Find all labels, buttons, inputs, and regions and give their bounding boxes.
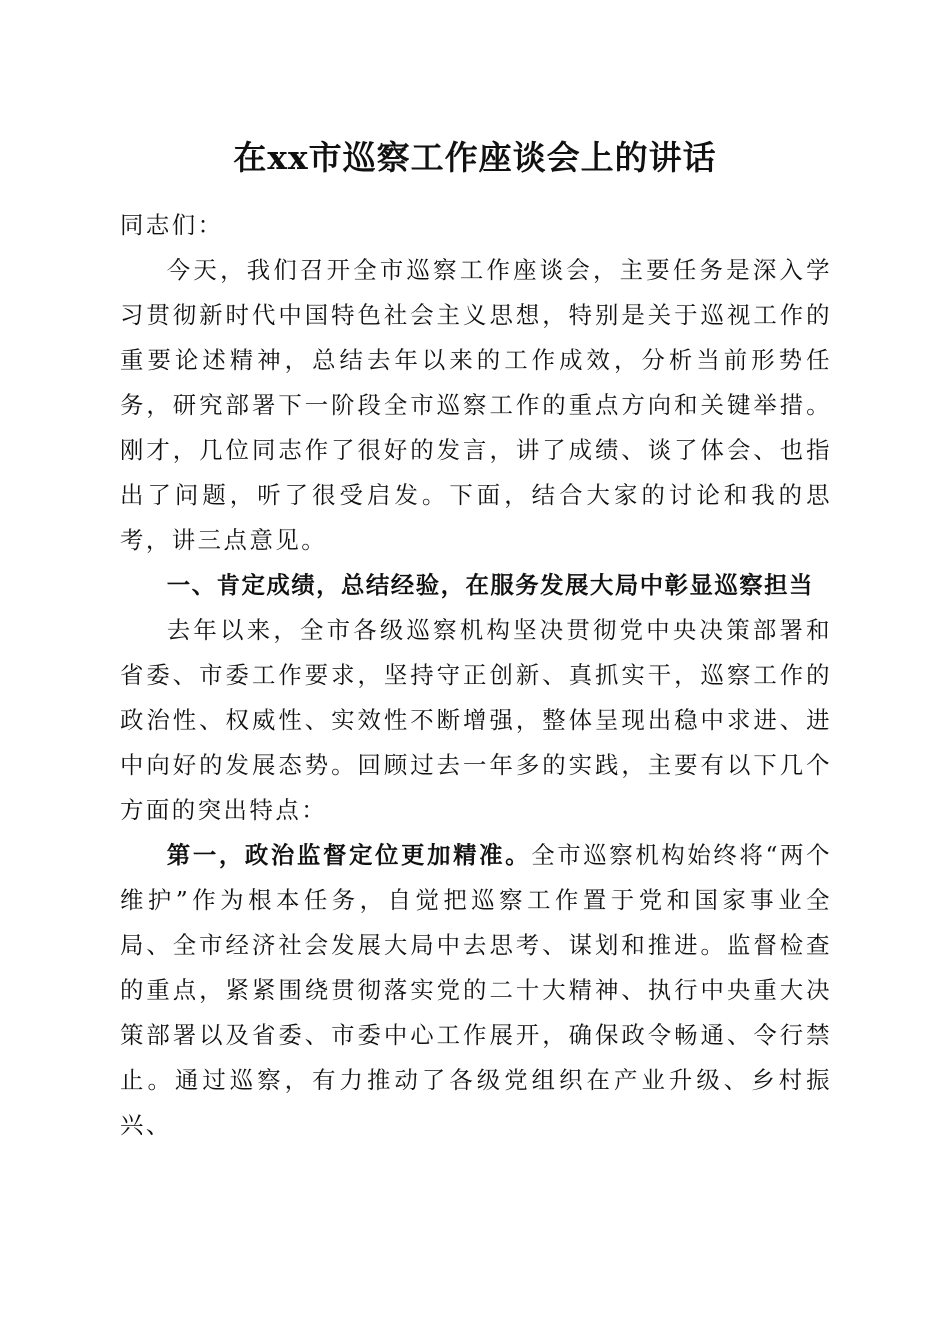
section-1-heading: 一、肯定成绩，总结经验，在服务发展大局中彰显巡察担当	[166, 571, 814, 599]
point-1-body: 全市巡察机构始终将“两个维护”作为根本任务，自觉把巡察工作置于党和国家事业全局、全市经济社会发展大局中去思考、谋划和推进。监督检查的重点，紧紧围绕贯彻落实党的二十大精神、执行中央重大决策部署以及省委、市委中心工作展开，确保政令畅通、令行禁止。通过巡察，有力推动了各级党组织在产业升级、乡村振兴、	[120, 841, 832, 1139]
page-title: 在xx市巡察工作座谈会上的讲话	[233, 138, 717, 177]
section-1-paragraph: 去年以来，全市各级巡察机构坚决贯彻党中央决策部署和省委、市委工作要求，坚持守正创新、真抓实干，巡察工作的政治性、权威性、实效性不断增强，整体呈现出稳中求进、进中向好的发展态势。回顾过去一年多的实践，主要有以下几个方面的突出特点：	[120, 616, 832, 824]
point-1-lead: 第一，政治监督定位更加精准。	[166, 841, 532, 869]
intro-paragraph: 今天，我们召开全市巡察工作座谈会，主要任务是深入学习贯彻新时代中国特色社会主义思想，特别是关于巡视工作的重要论述精神，总结去年以来的工作成效，分析当前形势任务，研究部署下一阶段全市巡察工作的重点方向和关键举措。刚才，几位同志作了很好的发言，讲了成绩、谈了体会、也指出了问题，听了很受启发。下面，结合大家的讨论和我的思考，讲三点意见。	[120, 256, 832, 554]
document-body	[120, 203, 832, 1148]
salutation: 同志们：	[120, 211, 224, 239]
point-1-paragraph	[120, 833, 832, 1148]
